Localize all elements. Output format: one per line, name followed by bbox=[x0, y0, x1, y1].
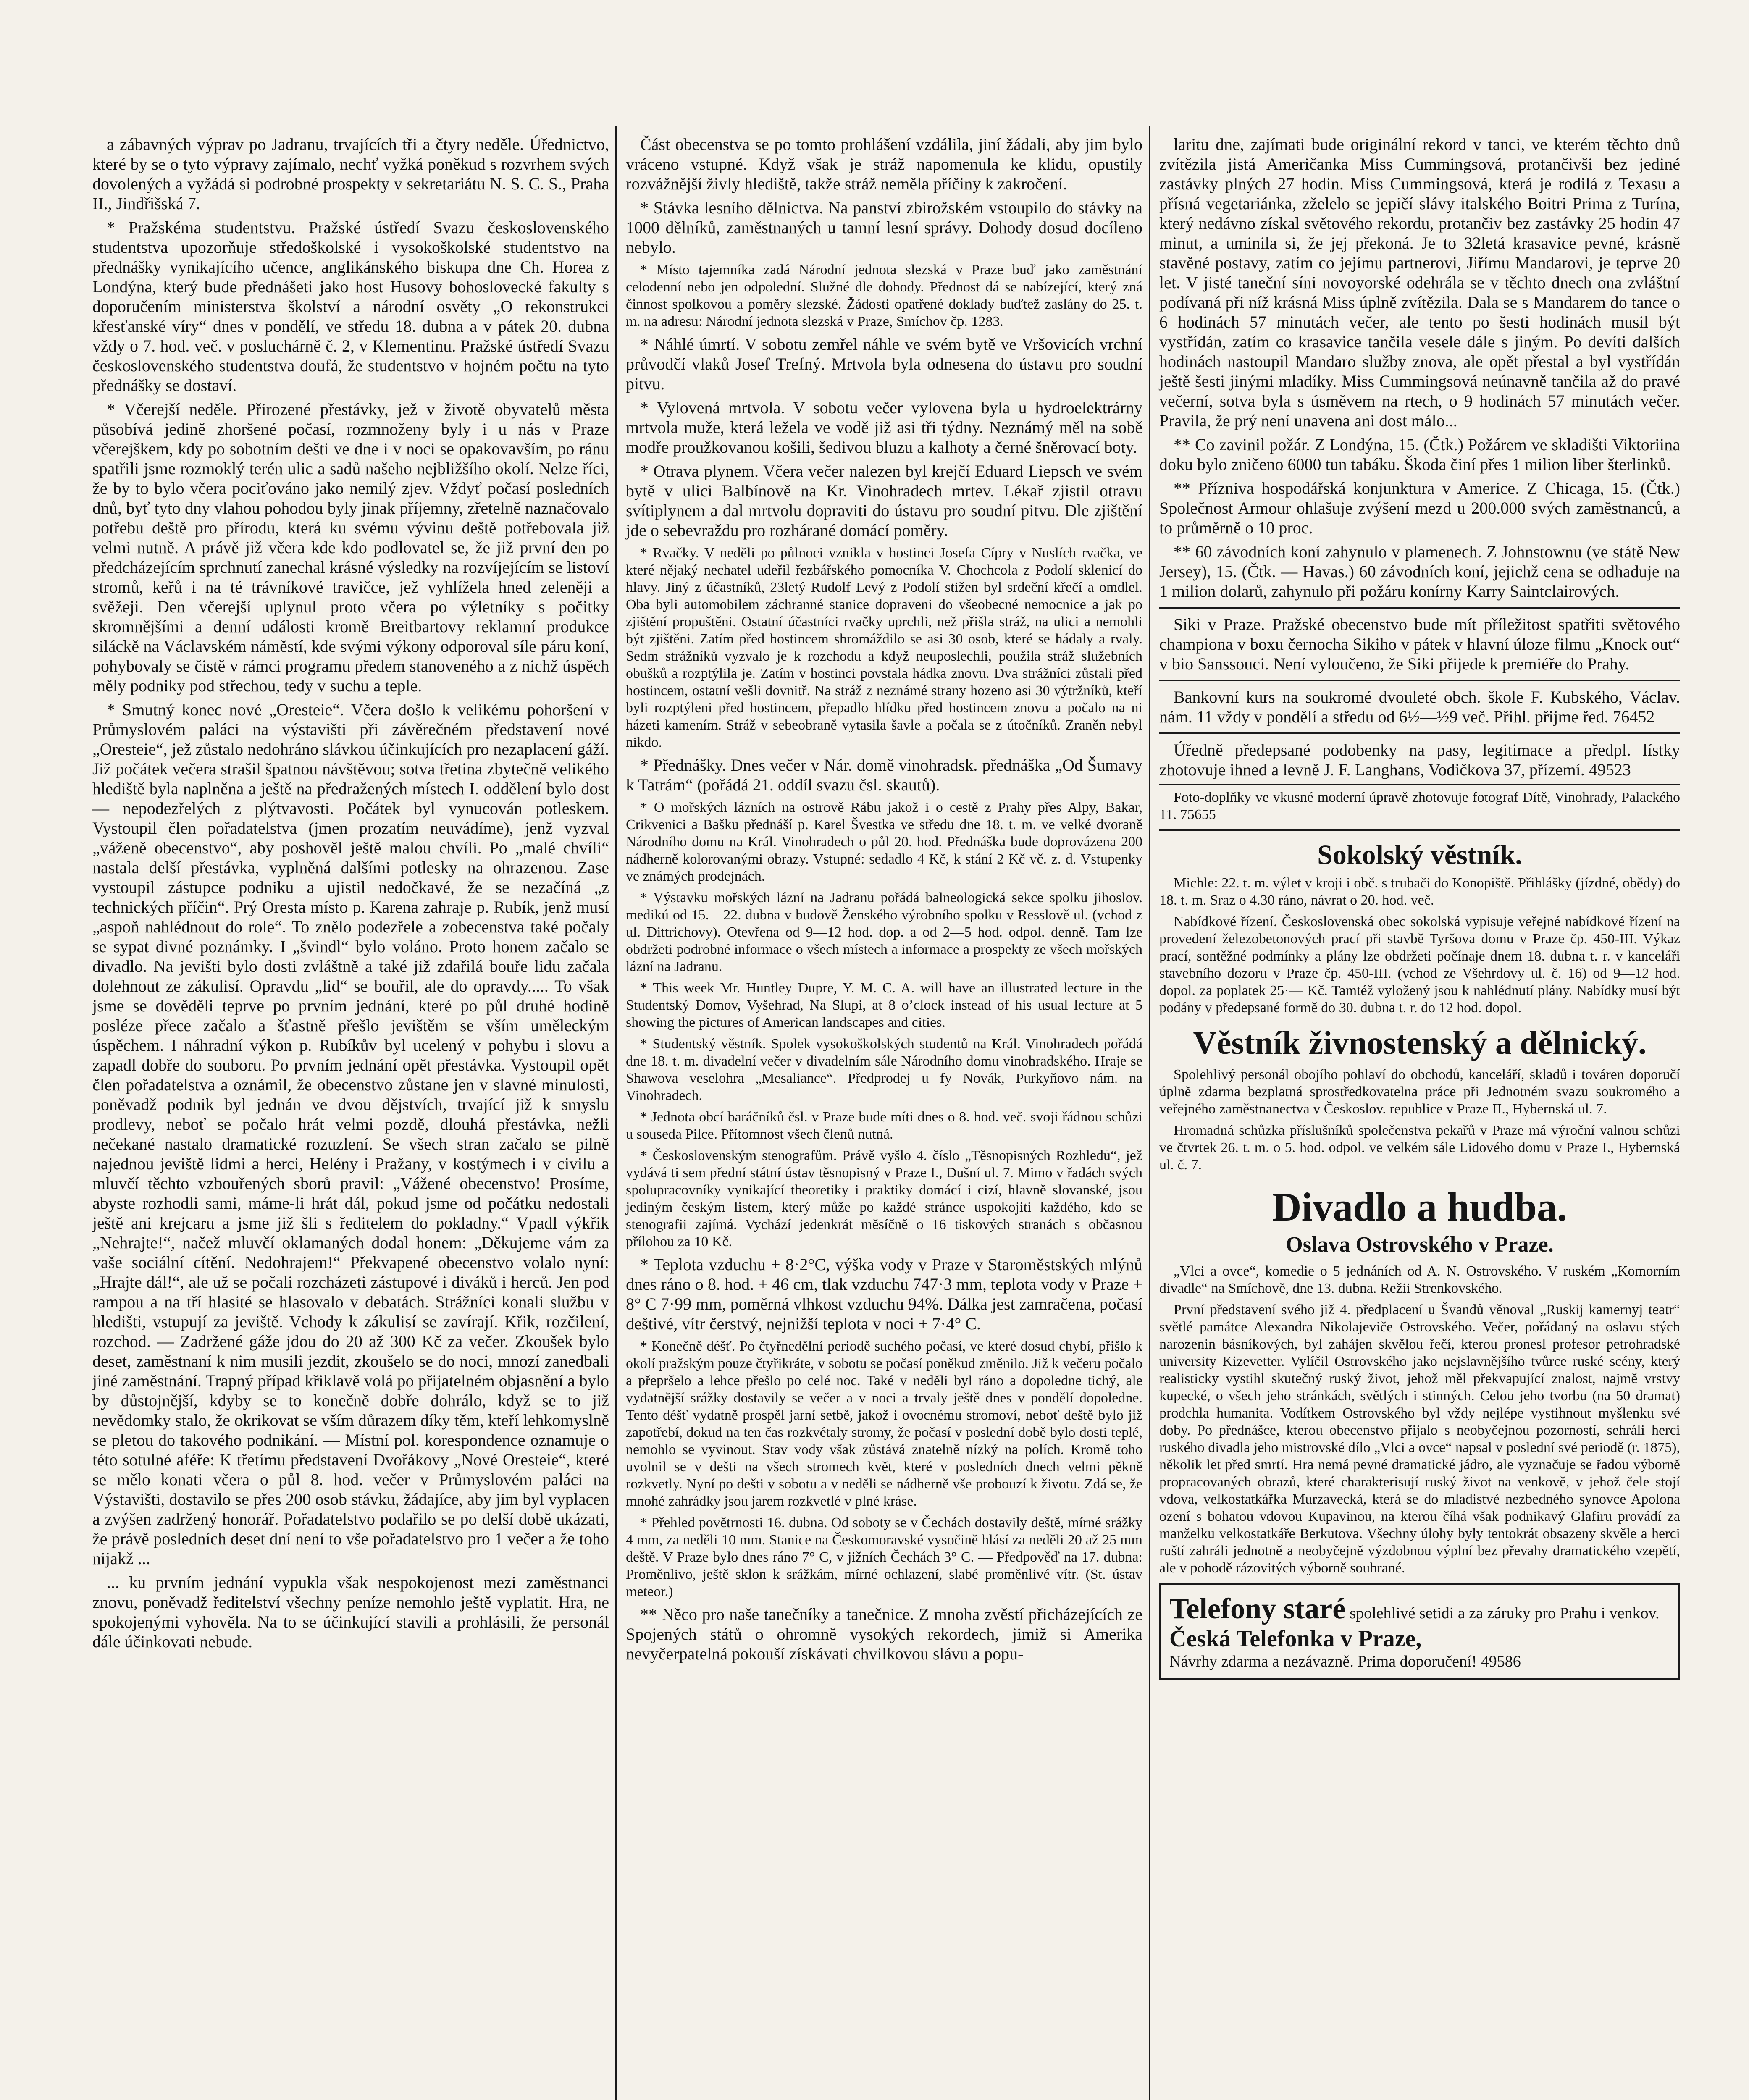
article: * Stávka lesního dělnictva. Na panství zbirožském vstoupilo do stávky na 1000 dělníků, zaměstnaných u tamní lesní správy. Dohody dosud docíleno nebylo. bbox=[626, 198, 1142, 257]
article: * Vylovená mrtvola. V sobotu večer vylovena byla u hydroelektrárny mrtvola muže, která ležela ve vodě již asi tři týdny. Neznámý měl na sobě modře proužkovanou košili, šedivou bluzu a kalhoty a černé šněrovací boty. bbox=[626, 398, 1142, 457]
column-1 bbox=[92, 134, 609, 1656]
article: * Rvačky. V neděli po půlnoci vznikla v hostinci Josefa Cípry v Nuslích rvačka, ve které nějaký nechatel udeřil řezbářského pomocníka V. Chochcola z Podolí sklenicí do hlavy. Jiný z účastníků, 23letý Rudolf Levý z Podolí stižen byl srdeční křečí a omdlel. Oba byli automobilem záchranné stanice dopraveni do všeobecné nemocnice a jak po zjištění propuštěni. Ostatní účastníci rvačky uprchli, než přišla stráž, na ulici a nemohli být zjištěni. Zatím před hostincem shromáždilo se asi 30 osob, které se hádaly a rvaly. Sedm strážníků vyzvalo je k rozchodu a když neuposlechli, použila stráž služebních obušků a rozptýlila je. Zatím v hostinci povstala hádka znovu. Dva strážníci zůstali před hostincem, ostatní vešli dovnitř. Na stráž z neznámé strany hozeno asi 30 výtržníků, kteří byli rozptýleni před hostincem, přepadlo hlídku před hostincem znovu a počalo na ni házeti kamením. Stráž v sebeobraně vytasila šavle a počala se z útočníků. Zraněn nebyl nikdo. bbox=[626, 545, 1142, 750]
article: * Pražskéma studentstvu. Pražské ústředí Svazu československého studentstva upozorňuje středoškolské i vysokoškolské studentstvo na přednášky vynikajícího učence, anglikánského biskupa dne Ch. Horea z Londýna, který bude přednášeti jako host Husovy bohoslovecké fakulty s doporučením ministerstva školství a národní osvěty „O rekonstrukci křesťanské víry“ dnes v pondělí, ve středu 18. dubna a v pátek 20. dubna vždy o 7. hod. več. v posluchárně č. 2, v Klementinu. Pražské ústředí Svazu československého studentstva doufá, že studentstvo v hojném počtu na tyto přednášky se dostaví. bbox=[92, 218, 609, 395]
article: * Konečně déšť. Po čtyřnedělní periodě suchého počasí, ve které dosud chybí, přišlo k okolí pražským pouze čtyřikráte, v sobotu se počasí poněkud změnilo. Již k večeru počalo a přepršelo a lehce přešlo po celé noc. Také v neděli byl ráno a dopoledne tichý, ale vydatnější srážky dostavily se večer a v noci a trvaly ještě dnes v pondělí dopoledne. Tento déšť vydatně prospěl jarní setbě, jakož i ovocnému stromoví, neboť deště bylo již zapotřebí, dokud na ten čas rozkvétaly stromy, že počasí v poslední době bylo dosti teplé, nemohlo se vyvinout. Stav vody však zůstává znatelně nízký na polích. Kromě toho uvolnil se v dešti na všech stromech květ, které v posledních dnech velmi pěkně rozkvetly. Nyní po dešti v sobotu a v neděli se nádherně vše probouzí k životu. Zdá se, že mnohé zahrádky jsou jarem rozkvetlé v plné kráse. bbox=[626, 1339, 1142, 1509]
divider bbox=[1159, 607, 1680, 609]
telefony-ad bbox=[1159, 1583, 1680, 1680]
article: Nabídkové řízení. Československá obec sokolská vypisuje veřejné nabídkové řízení na provedení železobetonových prací při stavbě Tyršova domu v Praze čp. 450-III. Výkaz prací, sontěžné podmínky a plány lze obdržeti počínaje dnem 18. dubna t. r. v kanceláři stavebního dozoru v Praze čp. 450-III. (vchod ze Všehrdovy ul. č. 16) od 9—12 hod. dopol. za poplatek 25·— Kč. Tamtéž vyložený jsou k nahlédnutí plány. Nabídky musí být podány v předepsané formě do 30. dubna t. r. do 12 hod. dopol. bbox=[1159, 914, 1680, 1016]
telefony-address: Návrhy zdarma a nezávazně. Prima doporučení! 49586 bbox=[1169, 1653, 1521, 1670]
article: ** Něco pro naše tanečníky a tanečnice. Z mnoha zvěstí přicházejících ze Spojených států o ohromně vysokých rekordech, jimiž si Amerika nevyčerpatelná pokouší získávati chvilkovou slávu a popu- bbox=[626, 1605, 1142, 1663]
column-divider bbox=[1149, 126, 1150, 2100]
siki-notice: Siki v Praze. Pražské obecenstvo bude mít příležitost spatřiti světového championa v boxu černocha Sikiho v pátek v hlavní úloze filmu „Knock out“ v bio Sanssouci. Není vyloučeno, že Siki přijede k premiéře do Prahy. bbox=[1159, 615, 1680, 673]
article: První představení svého již 4. předplacení u Švandů věnoval „Ruskij kamernyj teatr“ světlé památce Alexandra Nikolajeviče Ostrovského. Večer, pořádaný na oslavu stých narozenin básníkových, byl zahájen skvělou řečí, kterou pronesl profesor petrohradské university Kizevetter. Vylíčil Ostrovského jako nejslavnějšího tvůrce ruské scény, který realisticky vystihl skutečný ruský život, jehož měl překvapující znalost, najmě vrstvy kupecké, o všech jeho stránkách, světlých i stinných. Celou jeho tvorbu (na 50 dramat) prodchla humanita. Vodítkem Ostrovského byl vždy nejlépe vystihnout myšlenku své doby. Po přednášce, kterou obecenstvo přijalo s neobyčejnou pozorností, sehráli herci ruského divadla jeho mistrovské dílo „Vlci a ovce“ napsal v poslední své periodě (r. 1875), několik let před smrtí. Hra nemá pevné dramatické jádro, ale vyznačuje se řadou výborně propracovaných obrazů, které charakterisují ruský život na venkově, v jehož čele stojí vdova, velkostatkářka Murzavecká, která se do mladistvé nezbedného synovce Apolona ození s bohatou vdovou Kupavinou, na kterou číhá však podnikavý Glafiru provádí za manželku velkostatkáře Berkutova. Všechny úlohy byly tentokrát obsazeny skvěle a herci ruští zahráli jednotně a neobyčejně výzdobnou výplní bez převahy dramatického vzepětí, ale v pohodě rázovitých výborně souhrané. bbox=[1159, 1302, 1680, 1576]
article: * Otrava plynem. Včera večer nalezen byl krejčí Eduard Liepsch ve svém bytě v ulici Balbínově na Kr. Vinohradech mrtev. Lékař zjistil otravu svítiplynem a dal mrtvolu dopraviti do ústavu pro soudní pitvu. Dle zjištění jde o sebevraždu pro rozhárané domácí poměry. bbox=[626, 462, 1142, 540]
article: * Československým stenografům. Právě vyšlo 4. číslo „Těsnopisných Rozhledů“, jež vydává ti sem přední státní ústav těsnopisný v Praze I., Dušní ul. 7. Mimo v řadách svých spolupracovníky vynikající theoretiky i praktiky domácí i cizí, hlavně slovanské, jsou jediným českým listem, který může po každé stránce uspokojiti každého, kdo se stenografii zajímá. Vychází jedenkrát měsíčně o 16 tiskových stranách s občasnou přílohou za 10 Kč. bbox=[626, 1148, 1142, 1250]
article: „Vlci a ovce“, komedie o 5 jednáních od A. N. Ostrovského. V ruském „Komorním divadle“ na Smíchově, dne 13. dubna. Režii Strenkovského. bbox=[1159, 1263, 1680, 1296]
article: Část obecenstva se po tomto prohlášení vzdálila, jiní žádali, aby jim bylo vráceno vstupné. Když však je stráž napomenula ke klidu, opustily rozvážnější živly hlediště, takže stráž neměla příčiny k zakročení. bbox=[626, 135, 1142, 193]
column-divider bbox=[615, 126, 617, 2100]
article: * O mořských lázních na ostrově Rábu jakož i o cestě z Prahy přes Alpy, Bakar, Crikvenici a Bašku přednáší p. Karel Švestka ve středu dne 18. t. m. ve velké dvoraně Národního domu na Král. Vinohradech o půl 20. hod. Přednáška bude doprovázena 200 nádherně kolorovanými obrazy. Vstupné: sedadlo 4 Kč, k stání 2 Kč vč. z. d. Vstupenky ve známých prodejnách. bbox=[626, 800, 1142, 884]
article: * Místo tajemníka zadá Národní jednota slezská v Praze buď jako zaměstnání celodenní nebo jen odpolední. Služné dle dohody. Přednost dá se nabízející, který zná činnost spolkovou a poměry slezské. Žádosti opatřené doklady buďtež zaslány do 25. t. m. na adresu: Národní jednota slezská v Praze, Smíchov čp. 1283. bbox=[626, 262, 1142, 329]
column-2 bbox=[626, 134, 1142, 1668]
article: ** 60 závodních koní zahynulo v plamenech. Z Johnstownu (ve státě New Jersey), 15. (Čtk. — Havas.) 60 závodních koní, jejichž cena se odhaduje na 1 milion dolarů, zahynulo při požáru konírny Karry Saintclairových. bbox=[1159, 542, 1680, 601]
article: ... ku prvním jednání vypukla však nespokojenost mezi zaměstnanci znovu, poněvadž ředitelství všechny peníze nemohlo ještě vyplatit. Hra, ne spokojenými vyhověla. Na to se účinkující stavili a prohlásili, že personál dále účinkovati nebude. bbox=[92, 1573, 609, 1651]
theatre-heading: Divadlo a hudba. bbox=[1272, 1184, 1567, 1229]
theatre-subheading: Oslava Ostrovského v Praze. bbox=[1286, 1233, 1554, 1257]
article: a zábavných výprav po Jadranu, trvajících tři a čtyry neděle. Úřednictvo, které by se o tyto výpravy zajímalo, nechť vyžká poněkud s rozvrhem svých dovolených a vyžádá si podrobné prospekty v sekretariátu N. S. C. S., Praha II., Jindřišská 7. bbox=[92, 135, 609, 213]
article: * Přednášky. Dnes večer v Nár. domě vinohradsk. přednáška „Od Šumavy k Tatrám“ (pořádá 21. oddíl svazu čsl. skautů). bbox=[626, 756, 1142, 794]
divider bbox=[1159, 784, 1680, 785]
article: * This week Mr. Huntley Dupre, Y. M. C. A. will have an illustrated lecture in the Studentský Domov, Vyšehrad, Na Slupi, at 8 o’clock instead of his usual lecture at 5 showing the pictures of American landscapes and cities. bbox=[626, 980, 1142, 1030]
article: Spolehlivý personál obojího pohlaví do obchodů, kanceláří, skladů i továren doporučí úplně zdarma bezplatná sprostředkovatelna práce při Jednotném svazu soukromého a veřejného zaměstnanectva v Českoslov. republice v Praze II., Hybernská ul. 7. bbox=[1159, 1067, 1680, 1117]
divider bbox=[1159, 732, 1680, 734]
divider bbox=[1159, 680, 1680, 681]
telefony-tail: spolehlivé setidi a za záruky pro Prahu i venkov. bbox=[1350, 1604, 1660, 1622]
foto-ad: Foto-doplňky ve vkusné moderní úpravě zhotovuje fotograf Dítě, Vinohrady, Palackého 11. 75655 bbox=[1159, 790, 1680, 822]
article: * Přehled povětrnosti 16. dubna. Od soboty se v Čechách dostavily deště, mírné srážky 4 mm, za neděli 10 mm. Stanice na Českomoravské vysočině hlásí za neděli 20 až 25 mm deště. V Praze bylo dnes ráno 7° C, v jižních Čechách 3° C. — Předpověď na 17. dubna: Proměnlivo, ještě sklon k srážkám, mírné ochlazení, slabé proměnlivé vítr. (St. ústav meteor.) bbox=[626, 1515, 1142, 1599]
telefony-headline: Telefony staré bbox=[1169, 1593, 1346, 1625]
article: * Náhlé úmrtí. V sobotu zemřel náhle ve svém bytě ve Vršovicích vrchní průvodčí vlaků Josef Trefný. Mrtvola byla odnesena do ústavu pro soudní pitvu. bbox=[626, 335, 1142, 393]
divider bbox=[1159, 829, 1680, 831]
article: Hromadná schůzka příslušníků společenstva pekařů v Praze má výroční valnou schůzi ve čtvrtek 26. t. m. o 5. hod. odpol. ve velkém sále Lidového domu v Praze I., Hybernská ul. č. 7. bbox=[1159, 1123, 1680, 1173]
article: * Teplota vzduchu + 8·2°C, výška vody v Praze v Staroměstských mlýnů dnes ráno o 8. hod. + 46 cm, tlak vzduchu 747·3 mm, teplota vody v Praze + 8° C 7·99 mm, poměrná vlhkost vzduchu 94%. Dálka jest zamračena, počasí deštivé, vítr čerstvý, nejnižší teplota v noci + 7·4° C. bbox=[626, 1255, 1142, 1333]
article: * Smutný konec nové „Oresteie“. Včera došlo k velikému pohoršení v Průmyslovém paláci na výstavišti při závěrečném představení nové „Oresteie“, jež zůstalo nedohráno slávkou účinkujících pro nezaplacení gáží. Již počátek večera strašil špatnou návštěvou; sotva třetina zbytečně velikého hlediště byla naplněna a ještě na předražených místech I. oddělení bylo dost — nepodezřelých z plýtvavosti. Počátek byl vynucován potleskem. Vystoupil člen pořadatelstva (jmen prozatím neuvádíme), jenž vyzval „váženě obecenstvo“, aby poshověl ještě malou chvíli. Po „malé chvíli“ nastala delší přestávka, vyplněná dalšími potlesky na ohrazenou. Zase vystoupil zástupce podniku a ujistil nedočkavé, že se nezačíná „z technických příčin“. Prý Oresta místo p. Karena zahraje p. Rubík, jenž musí „aspoň nahlédnout do role“. To znělo podezřele a zobecenstva také počaly se sypat divné poznámky. I „švindl“ bylo voláno. Proto honem začalo se divadlo. Na jevišti bylo dosti zvláštně a také již zdařilá bouře lidu začala dolehnout ze zákulisí. Opravdu „lid“ se bouřil, ale do opravdy..... To však jsme se dověděli teprve po prvním jednání, které po půl druhé hodině posléze přece začalo a šťastně přešlo jevištěm se vším uměleckým úspěchem. I náhradní výkon p. Rubíkův byl ucelený v pohybu i slovu a zapadl dobře do souboru. Po prvním jednání opět přestávka. Vystoupil opět člen pořadatelstva a oznámil, že obecenstvo zůstane jen v slavné minulosti, poněvadž podnik byl jednán ve dvou dějstvích, trvající již k smyslu prodlevy, neboť se počalo hrát velmi pozdě, dlouhá přestávka, nežli nečekané nastalo dramatické rozuzlení. Se všech stran začalo se pilně najednou jeviště lidmi a herci, Helény i Pražany, v kostýmech i v civilu a mluvčí těchto vzbouřených sborů pravil: „Vážené obecenstvo! Prosíme, abyste rozhodli sami, máme-li hrát dál, pokud jsme od počátku nedostali ještě ani krejcaru a jsme již šli s ředitelem do pokladny.“ Vpadl výkřik „Nehrajte!“, načež mluvčí oklamaných dodal honem: „Děkujeme vám za vaše sociální cítění. Nedohrajem!“ Překvapené obecenstvo volalo nyní: „Hrajte dál!“, ale už se počali rozcházeti zástupové i diváků i herců. Jen pod rampou a na tří hlasité se hlasovalo v debatách. Strážníci konali službu v hledišti, vstupují za jeviště. Vchody k zákulisí se zavírají. Křik, rozčilení, rozchod. — Zadržené gáže jdou do 20 až 300 Kč za večer. Zkoušek bylo deset, zaměstnaní k nim musili jezdit, zkoušelo se do noci, mnozí zanedbali jiné zaměstnání. Trapný případ křiklavě volá po přijatelném objasnění a bylo by důstojnější, kdyby se to konečně dobře dohrálo, když se to již nevědomky stalo, že okrikovat se vším důrazem díky těm, kteří lehkomyslně se pletou do takového podnikání. — Místní pol. korespondence oznamuje o této sotulné aféře: K třetímu představení Dvořákovy „Nové Oresteie“, které se mělo konati včera o půl 8. hod. večer v Průmyslovém paláci na Výstavišti, dostavilo se přes 200 osob stávku, žádajíce, aby jim byl vyplacen a zvýšen zadržený honorář. Pořadatelstvo podařilo se po delší době ukázati, že právě posledních deset dní není to vše pořadatelstvo pro 1 večer a že toho nijakž ... bbox=[92, 700, 609, 1568]
article: ** Co zavinil požár. Z Londýna, 15. (Čtk.) Požárem ve skladišti Viktoriina doku bylo zničeno 6000 tun tabáku. Škoda činí přes 1 milion liber šterlinků. bbox=[1159, 435, 1680, 474]
column-3 bbox=[1159, 134, 1680, 1687]
bank-course-ad: Bankovní kurs na soukromé dvouleté obch. škole F. Kubského, Václav. nám. 11 vždy v pondělí a středu od 6½—½9 več. Přihl. přijme řed. 76452 bbox=[1159, 688, 1680, 726]
telefony-company: Česká Telefonka v Praze, bbox=[1169, 1626, 1422, 1652]
article: laritu dne, zajímati bude originální rekord v tanci, ve kterém těchto dnů zvítězila jistá Američanka Miss Cummingsová, protančivši bez jediné zastávky plných 27 hodin. Miss Cummingsová, která je rodilá z Texasu a přísná vegetariánka, zželelo se jepičí slávy italského Boitri Prima z Turína, který nedávno získal světového rekordu, protančiv bez zastávky 25 hodin 47 minut, a uminila si, že jej překoná. Je to 32letá krasavice pevné, krásně stavěné postavy, zatím co jejímu partnerovi, Jiřímu Mandarovi, je teprve 20 let. V jisté taneční síni novoyorské odehrála se v těchto dnech ona zvláštní podívaná při níž krásná Miss úplně zvítězila. Dala se s Mandarem do tance o 6 hodinách 57 minutách večer, ale tento po šesti hodinách musil být vystřídán, zatím co krasavice tančila vesele dále s jiným. Po devíti dalších hodinách nastoupil Mandaro služby znova, ale opět přestal a byl vystřídán ještě šesti jinými mladíky. Miss Cummingsová neúnavně tančila až do pravé večerní, sotva byla s úsměvem na rtech, o 9 hodinách 57 minutách večer. Pravila, že prý není unavena ani dost málo... bbox=[1159, 135, 1680, 430]
sokol-heading: Sokolský věstník. bbox=[1317, 840, 1522, 870]
photo-ad: Úředně předepsané podobenky na pasy, legitimace a předpl. lístky zhotovuje ihned a levně J. F. Langhans, Vodičkova 37, přízemí. 49523 bbox=[1159, 740, 1680, 779]
article: Michle: 22. t. m. výlet v kroji i obč. s trubači do Konopiště. Přihlášky (jízdné, obědy) do 18. t. m. Sraz o 4.30 ráno, návrat o 20. hod. več. bbox=[1159, 875, 1680, 908]
trade-heading: Věstník živnostenský a dělnický. bbox=[1193, 1024, 1647, 1061]
article: ** Přízniva hospodářská konjunktura v Americe. Z Chicaga, 15. (Čtk.) Společnost Armour ohlašuje zvýšení mezd u 200.000 svých zaměstnanců, a to průměrně o 10 proc. bbox=[1159, 479, 1680, 537]
article: * Výstavku mořských lázní na Jadranu pořádá balneologická sekce spolku jihoslov. medikú od 15.—22. dubna v budově Ženského výrobního spolku v Resslově ul. (vchod z ul. Dittrichovy). Otevřena od 9—12 hod. dop. a od 2—5 hod. odpol. denně. Tam lze obdržeti podrobné informace o všech místech a informace a prospekty ze všech mořských lázní na Jadranu. bbox=[626, 890, 1142, 974]
article: * Včerejší neděle. Přirozené přestávky, jež v životě obyvatelů města působívá jedině zhoršené počasí, rozmnoženy byly i u nás v Praze včerejškem, kdy po sobotním dešti ve dne i v noci se opakovavším, po ránu spatřili jsme rozmoklý terén ulic a sadů našeho nejbližšího okolí. Nelze říci, že by to bylo včera pociťováno jako nemilý zjev. Vždyť počasí posledních dnů, byť tyto dny vlahou pohodou byly jinak příjemny, zřetelně naznačovalo potřebu deště pro přírodu, která ku svému vývinu deště potřebovala již velmi nutně. A právě již včera kde kdo podlovatel se, že již první den po předcházejícím sprchnutí zanechal krásné výsledky na rozvíjejícím se listoví stromů, keřů i na té trávníkové travičce, jež vyhlížela hned zeleněji a svěžeji. Den včerejší uplynul proto včera po výletníky s počitky skromnějšími a denní události kromě Breitbartovy reklamní produkce siláckě na Václavském náměstí, kde svými výkony odporoval síle páru koní, pohybovaly se čistě v rámci programu předem stanoveného a z nichž úspěch měly podniky pod střechou, tedy v suchu a teple. bbox=[92, 400, 609, 695]
article: * Studentský věstník. Spolek vysokoškolských studentů na Král. Vinohradech pořádá dne 18. t. m. divadelní večer v divadelním sále Národního domu vinohradského. Hraje se Shawova veselohra „Mesaliance“. Předprodej u fy Novák, Purkyňovo nám. na Vinohradech. bbox=[626, 1036, 1142, 1103]
article: * Jednota obcí baráčníků čsl. v Praze bude míti dnes o 8. hod. več. svoji řádnou schůzi u souseda Pilce. Přítomnost všech členů nutná. bbox=[626, 1109, 1142, 1142]
